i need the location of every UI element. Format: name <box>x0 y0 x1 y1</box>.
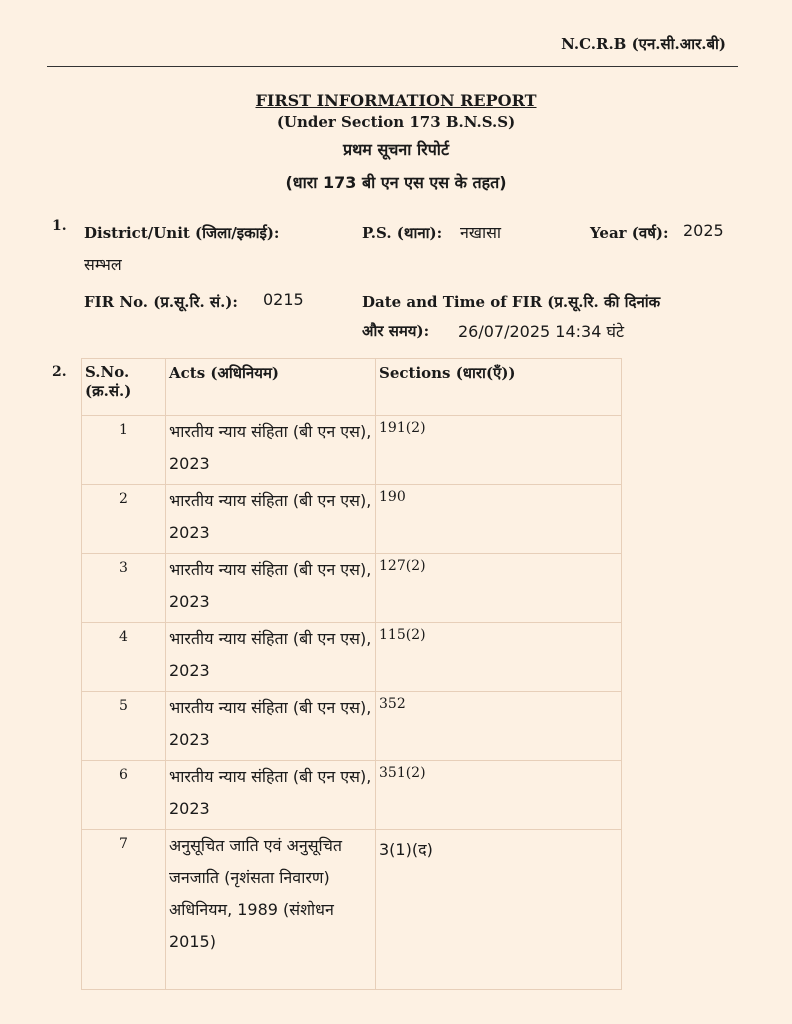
row-sno: 5 <box>82 692 166 761</box>
report-title-hindi: प्रथम सूचना रिपोर्ट <box>342 140 450 159</box>
table-row <box>82 554 622 623</box>
fir-datetime-label-cont: और समय): <box>362 322 430 340</box>
report-title: FIRST INFORMATION REPORT <box>255 91 537 110</box>
row-sno: 4 <box>82 623 166 692</box>
row-act: भारतीय न्याय संहिता (बी एन एस), 2023 <box>166 761 376 830</box>
district-label: District/Unit (जिला/इकाई): <box>84 224 280 242</box>
sections-header: Sections (धारा(एँ)) <box>376 359 622 416</box>
acts-header: Acts (अधिनियम) <box>166 359 376 416</box>
table-row <box>82 761 622 830</box>
row-section: 190 <box>376 485 622 554</box>
row-act: भारतीय न्याय संहिता (बी एन एस), 2023 <box>166 485 376 554</box>
fir-datetime-value: 26/07/2025 14:34 घंटे <box>458 322 625 341</box>
ncrb-header: N.C.R.B (एन.सी.आर.बी) <box>561 35 726 53</box>
row-sno: 7 <box>82 830 166 990</box>
report-subtitle: (Under Section 173 B.N.S.S) <box>276 113 516 131</box>
year-value: 2025 <box>683 221 724 240</box>
row-act: भारतीय न्याय संहिता (बी एन एस), 2023 <box>166 554 376 623</box>
row-section: 115(2) <box>376 623 622 692</box>
row-sno: 6 <box>82 761 166 830</box>
year-label: Year (वर्ष): <box>590 224 669 242</box>
row-section: 3(1)(द) <box>376 830 622 990</box>
table-row <box>82 830 622 990</box>
district-value: सम्भल <box>84 255 122 274</box>
acts-sections-table <box>81 358 622 990</box>
report-subtitle-hindi: (धारा 173 बी एन एस एस के तहत) <box>285 173 507 192</box>
row-section: 351(2) <box>376 761 622 830</box>
table-row <box>82 416 622 485</box>
row-section: 127(2) <box>376 554 622 623</box>
row-act: भारतीय न्याय संहिता (बी एन एस), 2023 <box>166 623 376 692</box>
table-row <box>82 623 622 692</box>
row-act: अनुसूचित जाति एवं अनुसूचित जनजाति (नृशंसता निवारण) अधिनियम, 1989 (संशोधन 2015) <box>166 830 376 990</box>
section-2-number: 2. <box>52 364 67 380</box>
ps-label: P.S. (थाना): <box>362 224 443 242</box>
row-sno: 3 <box>82 554 166 623</box>
row-sno: 1 <box>82 416 166 485</box>
fir-no-label: FIR No. (प्र.सू.रि. सं.): <box>84 293 238 311</box>
row-section: 352 <box>376 692 622 761</box>
table-row <box>82 485 622 554</box>
sno-header: S.No. (क्र.सं.) <box>82 359 166 416</box>
row-sno: 2 <box>82 485 166 554</box>
row-section: 191(2) <box>376 416 622 485</box>
section-1-number: 1. <box>52 218 67 234</box>
fir-no-value: 0215 <box>263 290 304 309</box>
fir-datetime-label: Date and Time of FIR (प्र.सू.रि. की दिनांक <box>362 293 661 311</box>
row-act: भारतीय न्याय संहिता (बी एन एस), 2023 <box>166 692 376 761</box>
table-row <box>82 692 622 761</box>
ps-value: नखासा <box>460 223 502 242</box>
header-divider <box>47 66 738 67</box>
row-act: भारतीय न्याय संहिता (बी एन एस), 2023 <box>166 416 376 485</box>
